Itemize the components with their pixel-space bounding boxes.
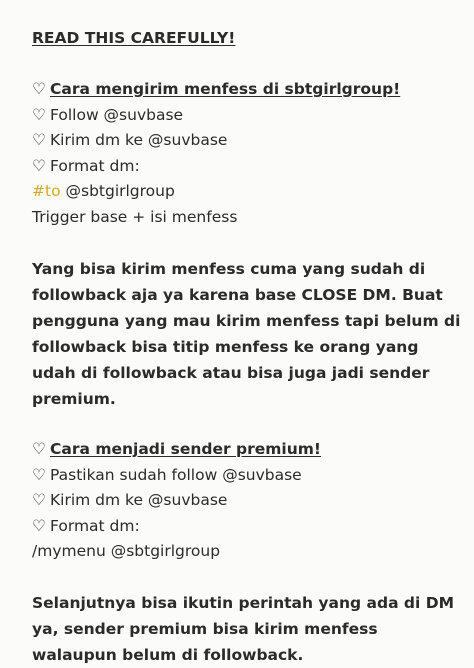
section2-heading: Cara menjadi sender premium! — [50, 440, 322, 458]
heart-icon: ♡ — [32, 465, 46, 484]
spacer — [32, 52, 462, 78]
section1-item-text: Kirim dm ke @suvbase — [50, 131, 228, 149]
section2-item-text: Pastikan sudah follow @suvbase — [50, 465, 302, 484]
heart-icon: ♡ — [32, 80, 46, 98]
section1-heading-row — [32, 77, 462, 103]
section1-heading: Cara mengirim menfess di sbtgirlgroup! — [50, 80, 401, 98]
format-mention: @sbtgirlgroup — [60, 182, 175, 200]
spacer — [32, 412, 462, 438]
section2-item — [32, 514, 462, 540]
heart-icon: ♡ — [32, 516, 46, 535]
section2-item-text: Kirim dm ke @suvbase — [50, 491, 228, 509]
section2-item-text: Format dm: — [50, 516, 140, 535]
heart-icon: ♡ — [32, 491, 46, 509]
section1-item-text: Format dm: — [50, 156, 140, 175]
section1-item — [32, 154, 462, 180]
section1-item-text: Follow @suvbase — [50, 105, 184, 124]
heart-icon: ♡ — [32, 440, 46, 458]
section2-item — [32, 463, 462, 489]
format-line — [32, 179, 462, 205]
hashtag-link[interactable]: #to — [32, 182, 61, 200]
page-title: READ THIS CAREFULLY! — [32, 29, 236, 47]
format-line-2: Trigger base + isi menfess — [32, 207, 238, 226]
heart-icon: ♡ — [32, 131, 46, 149]
info-paragraph-2: Selanjutnya bisa ikutin perintah yang ada di DM ya, sender premium bisa kirim menfess walaupun belum di followback. — [32, 594, 455, 664]
info-paragraph-1: Yang bisa kirim menfess cuma yang sudah di followback aja ya karena base CLOSE DM. Buat pengguna yang mau kirim menfess tapi belum di followback bisa titip menfess ke orang yang udah di followback atau bisa juga jadi sender premium. — [32, 259, 461, 408]
section1-item — [32, 128, 462, 154]
section1-item — [32, 103, 462, 129]
heart-icon: ♡ — [32, 105, 46, 124]
heart-icon: ♡ — [32, 156, 46, 175]
section2-heading-row — [32, 437, 462, 463]
section2-item — [32, 488, 462, 514]
format-line-3: /mymenu @sbtgirlgroup — [32, 542, 221, 560]
spacer — [32, 230, 462, 256]
spacer — [32, 565, 462, 591]
